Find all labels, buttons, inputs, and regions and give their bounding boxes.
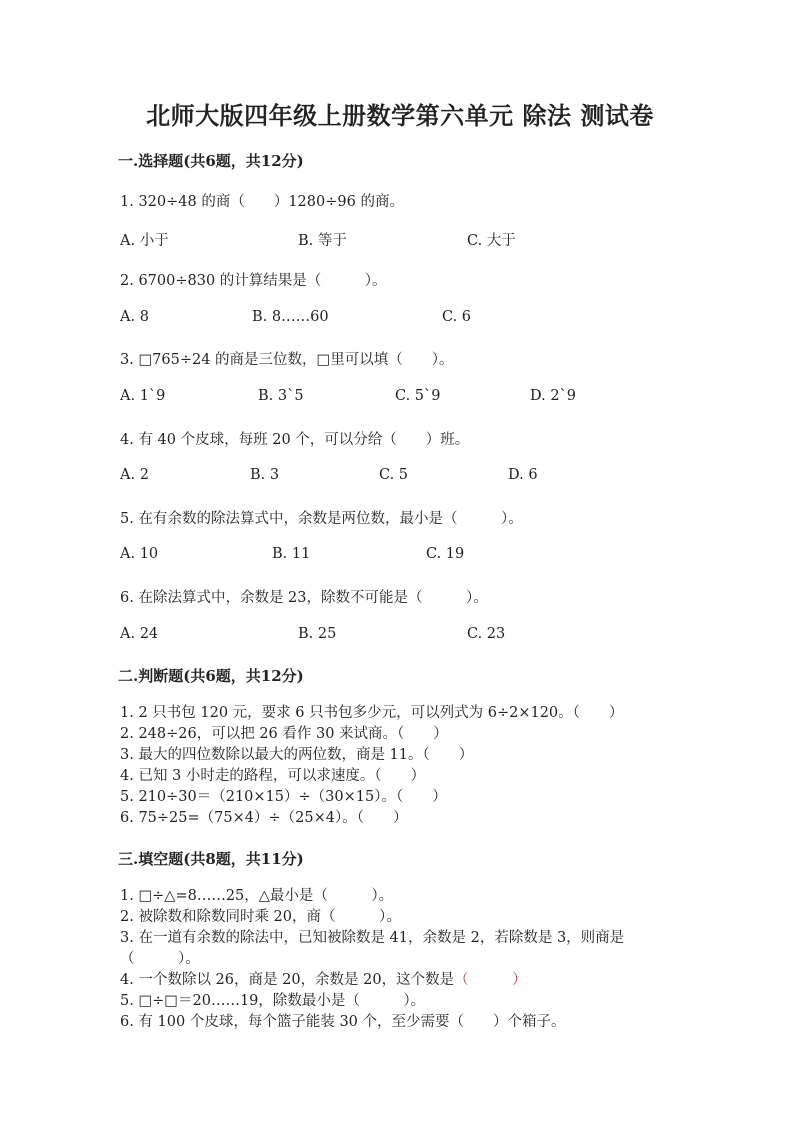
option-b[interactable]: B. 25 <box>298 626 337 642</box>
fill-item-6: 6. 有 100 个皮球，每个篮子能装 30 个，至少需要（ ）个箱子。 <box>120 1014 566 1030</box>
question-2: 2. 6700÷830 的计算结果是（ ）。 <box>120 273 387 289</box>
option-c[interactable]: C. 5 <box>379 467 409 483</box>
option-a[interactable]: A. 10 <box>120 546 159 562</box>
option-d[interactable]: D. 2ˋ9 <box>530 388 577 404</box>
fill-item-2: 2. 被除数和除数同时乘 20，商（ ）。 <box>120 909 401 925</box>
fill-item-3: 3. 在一道有余数的除法中，已知被除数是 41，余数是 2，若除数是 3，则商是 <box>120 930 625 946</box>
option-c[interactable]: C. 大于 <box>467 233 516 249</box>
option-a[interactable]: A. 2 <box>120 467 149 483</box>
fill-item-1: 1. □÷△=8……25，△最小是（ ）。 <box>120 888 394 904</box>
question-4: 4. 有 40 个皮球，每班 20 个，可以分给（ ）班。 <box>120 432 470 448</box>
option-d[interactable]: D. 6 <box>508 467 538 483</box>
section-heading-choice: 一.选择题(共6题，共12分) <box>118 152 304 170</box>
judge-item-5: 5. 210÷30＝（210×15）÷（30×15）。（ ） <box>120 789 447 805</box>
question-3: 3. □765÷24 的商是三位数，□里可以填（ ）。 <box>120 352 454 368</box>
option-b[interactable]: B. 3ˋ5 <box>258 388 304 404</box>
judge-item-2: 2. 248÷26，可以把 26 看作 30 来试商。（ ） <box>120 726 448 742</box>
section-heading-fill: 三.填空题(共8题，共11分) <box>118 850 304 868</box>
options-3 <box>120 388 680 408</box>
section-heading-judge: 二.判断题(共6题，共12分) <box>118 667 304 685</box>
option-b[interactable]: B. 3 <box>250 467 280 483</box>
fill-item-3-continued: （ ）。 <box>120 951 200 967</box>
fill-item-4-text: 4. 一个数除以 26，商是 20，余数是 20，这个数是 <box>120 972 455 988</box>
options-2 <box>120 309 680 329</box>
fill-item-5: 5. □÷□＝20……19，除数最小是（ ）。 <box>120 993 426 1009</box>
option-b[interactable]: B. 11 <box>272 546 311 562</box>
option-a[interactable]: A. 1ˋ9 <box>120 388 166 404</box>
judge-item-6: 6. 75÷25=（75×4）÷（25×4）。（ ） <box>120 810 408 826</box>
page-title: 北师大版四年级上册数学第六单元 除法 测试卷 <box>146 101 654 130</box>
judge-item-3: 3. 最大的四位数除以最大的两位数，商是 11。（ ） <box>120 747 474 763</box>
question-1: 1. 320÷48 的商（ ）1280÷96 的商。 <box>120 194 404 210</box>
option-a[interactable]: A. 24 <box>120 626 159 642</box>
option-c[interactable]: C. 6 <box>442 309 472 325</box>
option-c[interactable]: C. 23 <box>467 626 506 642</box>
option-b[interactable]: B. 8……60 <box>252 309 329 325</box>
options-1 <box>120 229 680 249</box>
option-a[interactable]: A. 8 <box>120 309 149 325</box>
option-c[interactable]: C. 19 <box>426 546 465 562</box>
question-6: 6. 在除法算式中，余数是 23，除数不可能是（ ）。 <box>120 590 488 606</box>
option-a[interactable]: A. 小于 <box>120 233 169 249</box>
judge-item-4: 4. 已知 3 小时走的路程，可以求速度。（ ） <box>120 768 426 784</box>
fill-item-4 <box>120 970 527 990</box>
judge-item-1: 1. 2 只书包 120 元，要求 6 只书包多少元，可以列式为 6÷2×120。（ ） <box>120 705 624 721</box>
options-5 <box>120 546 680 566</box>
options-6 <box>120 626 680 646</box>
fill-item-4-blank: （ ） <box>454 972 527 988</box>
question-5: 5. 在有余数的除法算式中，余数是两位数，最小是（ ）。 <box>120 511 523 527</box>
option-b[interactable]: B. 等于 <box>298 233 347 249</box>
option-c[interactable]: C. 5ˋ9 <box>395 388 441 404</box>
options-4 <box>120 467 680 487</box>
